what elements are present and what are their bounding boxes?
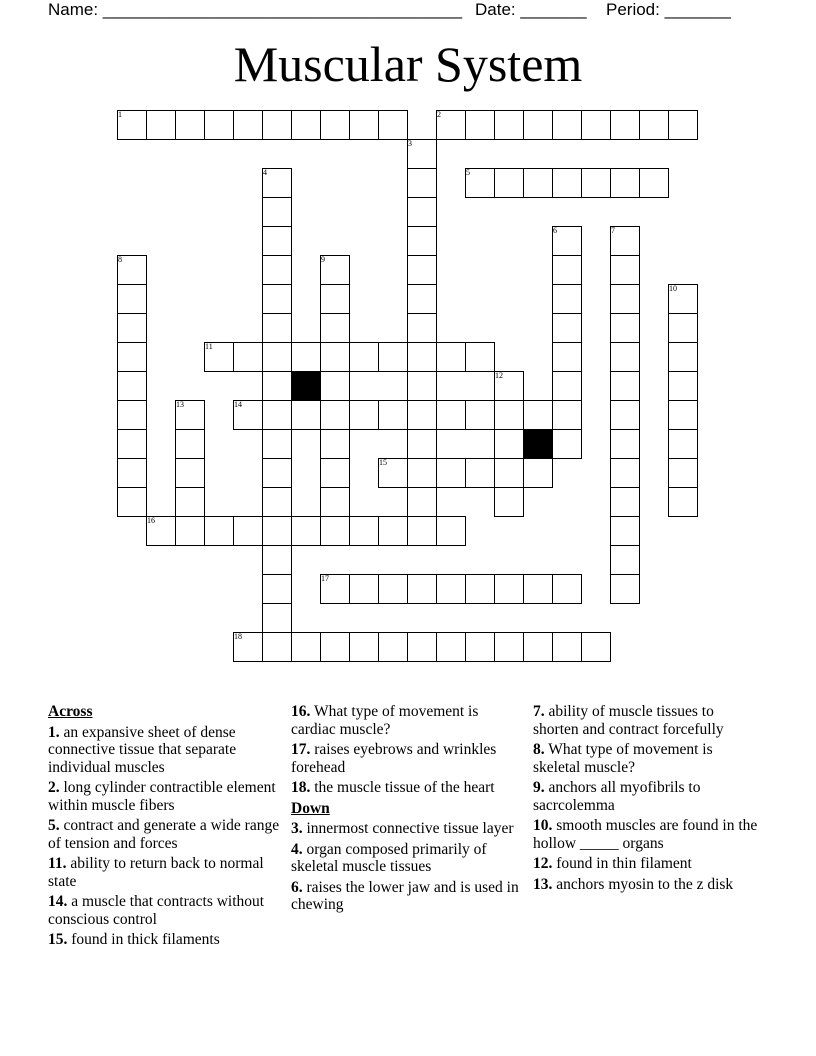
- crossword-cell[interactable]: [378, 400, 408, 430]
- clue-number-cell: [146, 516, 175, 545]
- crossword-cell[interactable]: [407, 632, 437, 662]
- crossword-cell[interactable]: [523, 110, 553, 140]
- clue-number: 16: [147, 516, 155, 525]
- crossword-cell[interactable]: [610, 313, 640, 343]
- black-square: [523, 429, 553, 459]
- clue-number: 17: [321, 574, 329, 583]
- crossword-cell[interactable]: [262, 487, 292, 517]
- crossword-cell[interactable]: [610, 516, 640, 546]
- crossword-cell[interactable]: [349, 574, 379, 604]
- crossword-cell[interactable]: [262, 632, 292, 662]
- clue-item-number: 8.: [533, 741, 545, 758]
- crossword-cell[interactable]: [175, 110, 205, 140]
- clue-item: [291, 703, 523, 738]
- crossword-cell[interactable]: [465, 632, 495, 662]
- crossword-cell[interactable]: [291, 400, 321, 430]
- clue-number-cell: [378, 458, 407, 487]
- crossword-cell[interactable]: [291, 342, 321, 372]
- crossword-cell[interactable]: [668, 458, 698, 488]
- crossword-cell[interactable]: [349, 632, 379, 662]
- crossword-cell[interactable]: [436, 342, 466, 372]
- clue-item-text: innermost connective tissue layer: [302, 820, 514, 837]
- crossword-cell[interactable]: [436, 458, 466, 488]
- crossword-cell[interactable]: [552, 342, 582, 372]
- clue-number-cell: [610, 226, 639, 255]
- crossword-cell[interactable]: [175, 458, 205, 488]
- crossword-cell[interactable]: [291, 632, 321, 662]
- crossword-cell[interactable]: [494, 168, 524, 198]
- crossword-cell[interactable]: [320, 632, 350, 662]
- crossword-cell[interactable]: [552, 371, 582, 401]
- crossword-cell[interactable]: [117, 487, 147, 517]
- clue-item-text: the muscle tissue of the heart: [310, 779, 495, 796]
- clue-item: [48, 724, 284, 777]
- clues-column-3: [533, 703, 763, 896]
- clue-item-text: smooth muscles are found in the hollow _____ organs: [533, 817, 758, 852]
- crossword-cell[interactable]: [494, 487, 524, 517]
- crossword-cell[interactable]: [407, 342, 437, 372]
- crossword-cell[interactable]: [320, 110, 350, 140]
- clue-item: [533, 855, 763, 873]
- crossword-cell[interactable]: [552, 168, 582, 198]
- crossword-cell[interactable]: [175, 487, 205, 517]
- clue-number-cell: [320, 574, 349, 603]
- crossword-cell[interactable]: [523, 400, 553, 430]
- crossword-cell[interactable]: [552, 632, 582, 662]
- crossword-cell[interactable]: [262, 255, 292, 285]
- crossword-cell[interactable]: [378, 110, 408, 140]
- clue-item: [291, 779, 523, 797]
- clue-number-cell: [204, 342, 233, 371]
- clue-item-text: contract and generate a wide range of tension and forces: [48, 817, 280, 852]
- clue-number-cell: [117, 110, 146, 139]
- crossword-cell[interactable]: [146, 110, 176, 140]
- crossword-cell[interactable]: [204, 110, 234, 140]
- crossword-cell[interactable]: [523, 574, 553, 604]
- crossword-cell[interactable]: [117, 400, 147, 430]
- clue-number-cell: [668, 284, 697, 313]
- crossword-cell[interactable]: [349, 110, 379, 140]
- crossword-cell[interactable]: [494, 632, 524, 662]
- crossword-cell[interactable]: [465, 342, 495, 372]
- name-field[interactable]: Name: ______________________________________: [48, 0, 463, 19]
- crossword-cell[interactable]: [320, 284, 350, 314]
- crossword-cell[interactable]: [117, 342, 147, 372]
- crossword-cell[interactable]: [494, 110, 524, 140]
- clue-item-text: anchors all myofibrils to sacrcolemma: [533, 779, 701, 814]
- crossword-cell[interactable]: [407, 197, 437, 227]
- crossword-cell[interactable]: [610, 110, 640, 140]
- clue-item: [48, 893, 284, 928]
- crossword-cell[interactable]: [262, 574, 292, 604]
- clue-item: [533, 779, 763, 814]
- crossword-cell[interactable]: [465, 574, 495, 604]
- crossword-cell[interactable]: [262, 284, 292, 314]
- clue-item: [48, 931, 284, 949]
- clue-number: 4: [263, 168, 267, 177]
- crossword-cell[interactable]: [494, 400, 524, 430]
- date-field[interactable]: Date: _______: [475, 0, 587, 19]
- crossword-cell[interactable]: [262, 545, 292, 575]
- crossword-cell[interactable]: [320, 516, 350, 546]
- crossword-cell[interactable]: [349, 342, 379, 372]
- crossword-cell[interactable]: [117, 284, 147, 314]
- crossword-cell[interactable]: [349, 400, 379, 430]
- clue-item-text: long cylinder contractible element within muscle fibers: [48, 779, 276, 814]
- crossword-cell[interactable]: [117, 458, 147, 488]
- clue-item-text: raises eyebrows and wrinkles forehead: [291, 741, 497, 776]
- crossword-cell[interactable]: [407, 516, 437, 546]
- crossword-cell[interactable]: [639, 110, 669, 140]
- crossword-cell[interactable]: [581, 632, 611, 662]
- crossword-cell[interactable]: [407, 255, 437, 285]
- crossword-cell[interactable]: [320, 458, 350, 488]
- clue-number-cell: [262, 168, 291, 197]
- clue-item: [291, 820, 523, 838]
- crossword-cell[interactable]: [668, 487, 698, 517]
- clue-number: 6: [553, 226, 557, 235]
- crossword-cell[interactable]: [262, 603, 292, 633]
- clue-section-heading: Across: [48, 703, 93, 720]
- clue-item-number: 9.: [533, 779, 545, 796]
- crossword-cell[interactable]: [291, 110, 321, 140]
- crossword-cell[interactable]: [494, 429, 524, 459]
- clue-number: 18: [234, 632, 242, 641]
- crossword-cell[interactable]: [668, 371, 698, 401]
- clue-item: [48, 779, 284, 814]
- clue-item: [533, 817, 763, 852]
- clue-item-text: ability to return back to normal state: [48, 855, 264, 890]
- crossword-cell[interactable]: [233, 516, 263, 546]
- crossword-cell[interactable]: [436, 516, 466, 546]
- crossword-cell[interactable]: [465, 110, 495, 140]
- clue-number-cell: [233, 400, 262, 429]
- crossword-cell[interactable]: [639, 168, 669, 198]
- clue-item-number: 6.: [291, 878, 303, 896]
- clue-item: [291, 879, 523, 914]
- black-square: [291, 371, 321, 401]
- clue-item-number: 3.: [291, 820, 303, 837]
- clue-item-text: What type of movement is skeletal muscle?: [533, 741, 713, 776]
- crossword-cell[interactable]: [407, 400, 437, 430]
- crossword-cell[interactable]: [436, 632, 466, 662]
- clues-column-2: [291, 703, 523, 917]
- crossword-cell[interactable]: [204, 516, 234, 546]
- crossword-cell[interactable]: [320, 313, 350, 343]
- clue-item-number: 1.: [48, 723, 60, 741]
- clue-item-number: 14.: [48, 893, 68, 910]
- clue-section-heading: Down: [291, 799, 330, 817]
- clue-item: [48, 855, 284, 890]
- crossword-cell[interactable]: [610, 342, 640, 372]
- crossword-cell[interactable]: [407, 574, 437, 604]
- crossword-cell[interactable]: [407, 487, 437, 517]
- crossword-cell[interactable]: [581, 110, 611, 140]
- crossword-cell[interactable]: [465, 458, 495, 488]
- crossword-cell[interactable]: [552, 400, 582, 430]
- crossword-cell[interactable]: [291, 516, 321, 546]
- clue-number-cell: [465, 168, 494, 197]
- crossword-cell[interactable]: [610, 458, 640, 488]
- crossword-cell[interactable]: [407, 458, 437, 488]
- clue-number: 11: [205, 342, 213, 351]
- crossword-cell[interactable]: [117, 429, 147, 459]
- crossword-cell[interactable]: [320, 342, 350, 372]
- crossword-cell[interactable]: [581, 168, 611, 198]
- crossword-cell[interactable]: [552, 110, 582, 140]
- crossword-cell[interactable]: [378, 342, 408, 372]
- crossword-cell[interactable]: [523, 458, 553, 488]
- crossword-cell[interactable]: [407, 371, 437, 401]
- clue-item-number: 11.: [48, 855, 67, 872]
- crossword-cell[interactable]: [494, 574, 524, 604]
- clue-item-number: 12.: [533, 855, 553, 872]
- crossword-cell[interactable]: [378, 516, 408, 546]
- clue-number-cell: [175, 400, 204, 429]
- crossword-cell[interactable]: [320, 487, 350, 517]
- crossword-cell[interactable]: [262, 429, 292, 459]
- crossword-cell[interactable]: [262, 458, 292, 488]
- clue-item-text: organ composed primarily of skeletal muscle tissues: [291, 840, 487, 875]
- crossword-cell[interactable]: [320, 429, 350, 459]
- crossword-cell[interactable]: [668, 110, 698, 140]
- clue-number: 13: [176, 400, 184, 409]
- clue-number: 2: [437, 110, 441, 119]
- clue-item-number: 4.: [291, 840, 303, 858]
- crossword-cell[interactable]: [407, 429, 437, 459]
- crossword-cell[interactable]: [552, 313, 582, 343]
- crossword-cell[interactable]: [262, 371, 292, 401]
- crossword-cell[interactable]: [523, 168, 553, 198]
- clue-number-cell: [552, 226, 581, 255]
- clue-item-text: What type of movement is cardiac muscle?: [291, 703, 479, 738]
- crossword-cell[interactable]: [262, 226, 292, 256]
- crossword-cell[interactable]: [378, 632, 408, 662]
- clue-item-text: found in thin filament: [552, 855, 692, 872]
- crossword-cell[interactable]: [262, 313, 292, 343]
- crossword-cell[interactable]: [175, 516, 205, 546]
- crossword-cell[interactable]: [610, 400, 640, 430]
- clue-item-number: 18.: [291, 779, 311, 796]
- clue-number: 15: [379, 458, 387, 467]
- crossword-cell[interactable]: [668, 313, 698, 343]
- crossword-cell[interactable]: [117, 371, 147, 401]
- crossword-cell[interactable]: [436, 574, 466, 604]
- crossword-cell[interactable]: [610, 429, 640, 459]
- crossword-cell[interactable]: [552, 255, 582, 285]
- clue-item: [291, 741, 523, 776]
- clue-item: [291, 841, 523, 876]
- clue-item: [48, 817, 284, 852]
- crossword-cell[interactable]: [407, 313, 437, 343]
- crossword-cell[interactable]: [610, 284, 640, 314]
- clue-item: [533, 703, 763, 738]
- crossword-cell[interactable]: [378, 574, 408, 604]
- crossword-cell[interactable]: [610, 255, 640, 285]
- crossword-cell[interactable]: [465, 400, 495, 430]
- crossword-cell[interactable]: [320, 371, 350, 401]
- clue-item-text: raises the lower jaw and is used in chewing: [291, 878, 519, 913]
- period-field[interactable]: Period: _______: [606, 0, 731, 19]
- clue-number-cell: [407, 139, 436, 168]
- clue-number: 1: [118, 110, 122, 119]
- crossword-cell[interactable]: [117, 313, 147, 343]
- crossword-cell[interactable]: [668, 400, 698, 430]
- clue-number-cell: [233, 632, 262, 661]
- clue-item: [533, 876, 763, 894]
- clue-number-cell: [436, 110, 465, 139]
- clue-item-number: 5.: [48, 817, 60, 834]
- crossword-cell[interactable]: [523, 632, 553, 662]
- page-title: Muscular System: [233, 36, 583, 92]
- clue-item-text: ability of muscle tissues to shorten and contract forcefully: [533, 703, 724, 738]
- crossword-cell[interactable]: [610, 168, 640, 198]
- crossword-cell[interactable]: [407, 226, 437, 256]
- clue-item-number: 13.: [533, 875, 553, 893]
- crossword-cell[interactable]: [668, 429, 698, 459]
- clue-item: [533, 741, 763, 776]
- clue-item-text: a muscle that contracts without conscious control: [48, 893, 265, 928]
- crossword-cell[interactable]: [407, 168, 437, 198]
- clue-number: 3: [408, 139, 412, 148]
- clue-item-number: 16.: [291, 703, 311, 720]
- crossword-cell[interactable]: [610, 371, 640, 401]
- clue-number: 10: [669, 284, 677, 293]
- clue-item-number: 2.: [48, 779, 60, 796]
- crossword-cell[interactable]: [407, 284, 437, 314]
- crossword-cell[interactable]: [610, 545, 640, 575]
- clue-item-number: 17.: [291, 741, 311, 758]
- crossword-cell[interactable]: [436, 400, 466, 430]
- crossword-cell[interactable]: [552, 429, 582, 459]
- clue-item-number: 10.: [533, 817, 553, 834]
- crossword-cell[interactable]: [262, 110, 292, 140]
- crossword-cell[interactable]: [349, 516, 379, 546]
- crossword-cell[interactable]: [262, 342, 292, 372]
- clue-number-cell: [320, 255, 349, 284]
- clue-number: 8: [118, 255, 122, 264]
- crossword-cell[interactable]: [610, 574, 640, 604]
- crossword-cell[interactable]: [610, 487, 640, 517]
- crossword-cell[interactable]: [668, 342, 698, 372]
- crossword-cell[interactable]: [552, 284, 582, 314]
- clue-item-text: an expansive sheet of dense connective tissue that separate individual muscles: [48, 723, 237, 776]
- clue-number-cell: [494, 371, 523, 400]
- clues-column-1: [48, 703, 284, 952]
- crossword-cell[interactable]: [262, 197, 292, 227]
- clue-number: 5: [466, 168, 470, 177]
- clue-item-text: found in thick filaments: [67, 931, 220, 948]
- crossword-cell[interactable]: [262, 400, 292, 430]
- clue-item-number: 7.: [533, 703, 545, 720]
- crossword-cell[interactable]: [175, 429, 205, 459]
- crossword-cell[interactable]: [233, 110, 263, 140]
- crossword-cell[interactable]: [233, 342, 263, 372]
- crossword-cell[interactable]: [552, 574, 582, 604]
- clue-number: 7: [611, 226, 615, 235]
- clue-number: 9: [321, 255, 325, 264]
- clue-item-number: 15.: [48, 931, 68, 948]
- clue-number: 12: [495, 371, 503, 380]
- crossword-cell[interactable]: [262, 516, 292, 546]
- clue-number: 14: [234, 400, 242, 409]
- clue-item-text: anchors myosin to the z disk: [552, 875, 734, 893]
- clue-number-cell: [117, 255, 146, 284]
- crossword-cell[interactable]: [320, 400, 350, 430]
- crossword-cell[interactable]: [494, 458, 524, 488]
